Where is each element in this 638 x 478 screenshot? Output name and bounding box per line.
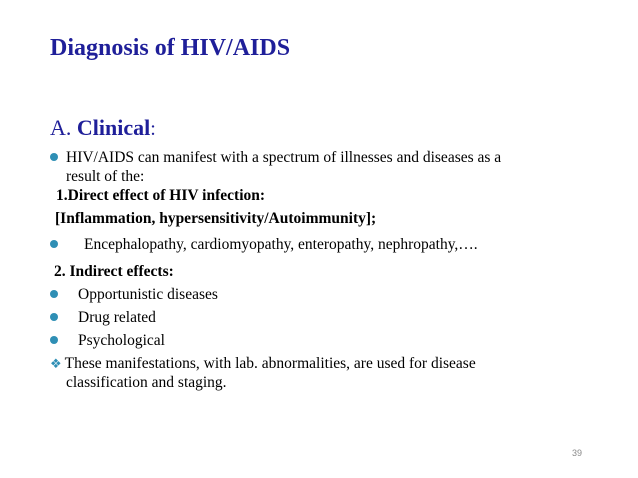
page-title: Diagnosis of HIV/AIDS [50,35,291,61]
list-item [50,354,476,374]
item-text: result of the: [66,168,145,185]
list-item [50,285,218,304]
round-bullet-icon [50,290,58,298]
item-text: Opportunistic diseases [78,286,218,303]
list-item-continuation [66,373,227,392]
subheading-direct: 1.Direct effect of HIV infection: [56,187,266,204]
section-letter: A. [50,115,72,140]
diamond-bullet-icon: ❖ [50,357,62,372]
list-item [50,148,501,167]
item-text: Encephalopathy, cardiomyopathy, enteropathy, nephropathy,…. [84,236,478,253]
page-number: 39 [572,448,583,458]
item-text: classification and staging. [66,374,227,391]
subheading-bracket: [Inflammation, hypersensitivity/Autoimmunity]; [55,210,377,227]
section-heading [50,115,156,141]
item-text: Drug related [78,309,156,326]
round-bullet-icon [50,240,58,248]
item-text: These manifestations, with lab. abnormalities, are used for disease [64,355,476,372]
round-bullet-icon [50,153,58,161]
round-bullet-icon [50,313,58,321]
section-word: Clinical [76,115,151,140]
item-text: HIV/AIDS can manifest with a spectrum of illnesses and diseases as a [66,149,502,166]
subheading-indirect: 2. Indirect effects: [54,263,174,280]
list-item [50,331,165,350]
round-bullet-icon [50,336,58,344]
list-item [50,308,156,327]
item-text: Psychological [78,332,165,349]
list-item-continuation [66,167,144,186]
section-colon: : [150,118,156,140]
list-item [50,235,478,254]
